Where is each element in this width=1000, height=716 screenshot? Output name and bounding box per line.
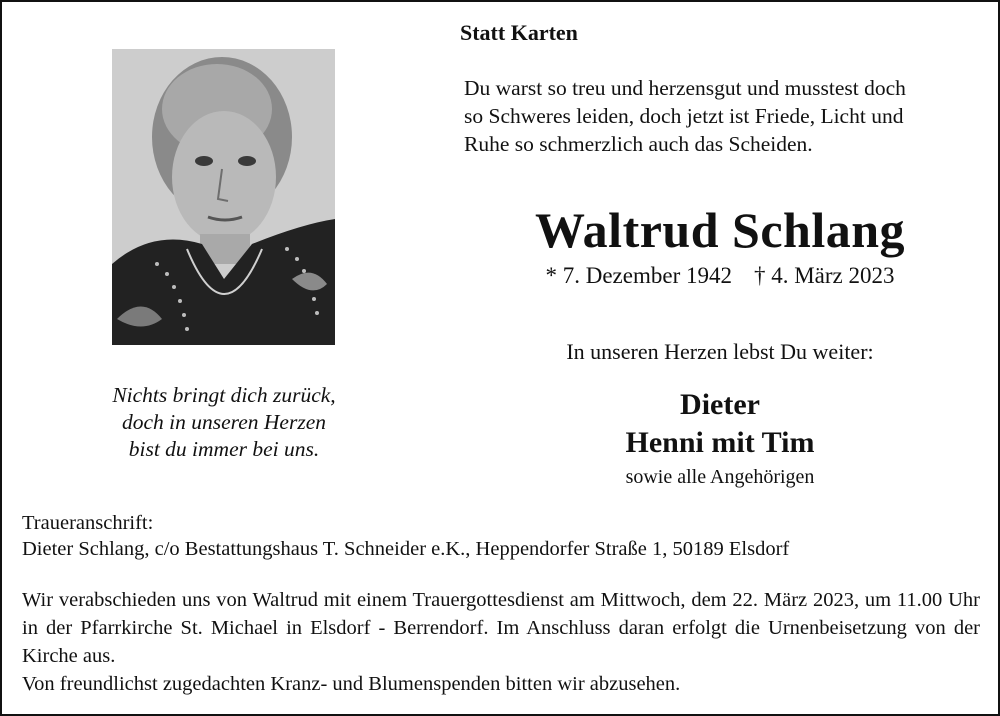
life-dates xyxy=(440,263,1000,289)
survivor-relatives: sowie alle Angehörigen xyxy=(625,466,815,488)
quote-line: doch in unseren Herzen xyxy=(121,410,326,434)
poem xyxy=(464,74,984,158)
survivors xyxy=(440,386,1000,490)
deceased-name: Waltrud Schlang xyxy=(534,202,906,258)
survivor-name: Henni mit Tim xyxy=(625,426,815,459)
service-paragraph: Wir verabschieden uns von Waltrud mit einem Trauergottesdienst am Mittwoch, dem 22. März 2023, um 11.00 Uhr in der Pfarrkirche St. Michael in Elsdorf - Berrendorf. Im Anschluss daran erfolgt die Urnenbeisetzung von der Kirche aus. xyxy=(22,589,980,667)
poem-line: so Schweres leiden, doch jetzt ist Friede, Licht und xyxy=(464,104,904,128)
header-title: Statt Karten xyxy=(460,20,578,45)
motto: In unseren Herzen lebst Du weiter: xyxy=(566,339,874,364)
poem-line: Ruhe so schmerzlich auch das Scheiden. xyxy=(464,132,813,156)
poem-line: Du warst so treu und herzensgut und musstest doch xyxy=(464,76,906,100)
service-info xyxy=(22,586,980,698)
address-value: Dieter Schlang, c/o Bestattungshaus T. Schneider e.K., Heppendorfer Straße 1, 50189 Elsdorf xyxy=(22,538,790,560)
birth-date: * 7. Dezember 1942 xyxy=(545,263,732,288)
address-label: Traueranschrift: xyxy=(22,512,154,534)
service-closing: Von freundlichst zugedachten Kranz- und Blumenspenden bitten wir abzusehen. xyxy=(22,673,681,695)
survivor-name: Dieter xyxy=(680,388,760,421)
quote xyxy=(60,382,388,463)
mourning-address xyxy=(22,510,982,562)
portrait-image xyxy=(112,49,335,345)
quote-line: Nichts bringt dich zurück, xyxy=(112,383,336,407)
portrait-photo xyxy=(112,49,335,345)
quote-line: bist du immer bei uns. xyxy=(128,437,320,461)
death-date: † 4. März 2023 xyxy=(753,263,895,288)
